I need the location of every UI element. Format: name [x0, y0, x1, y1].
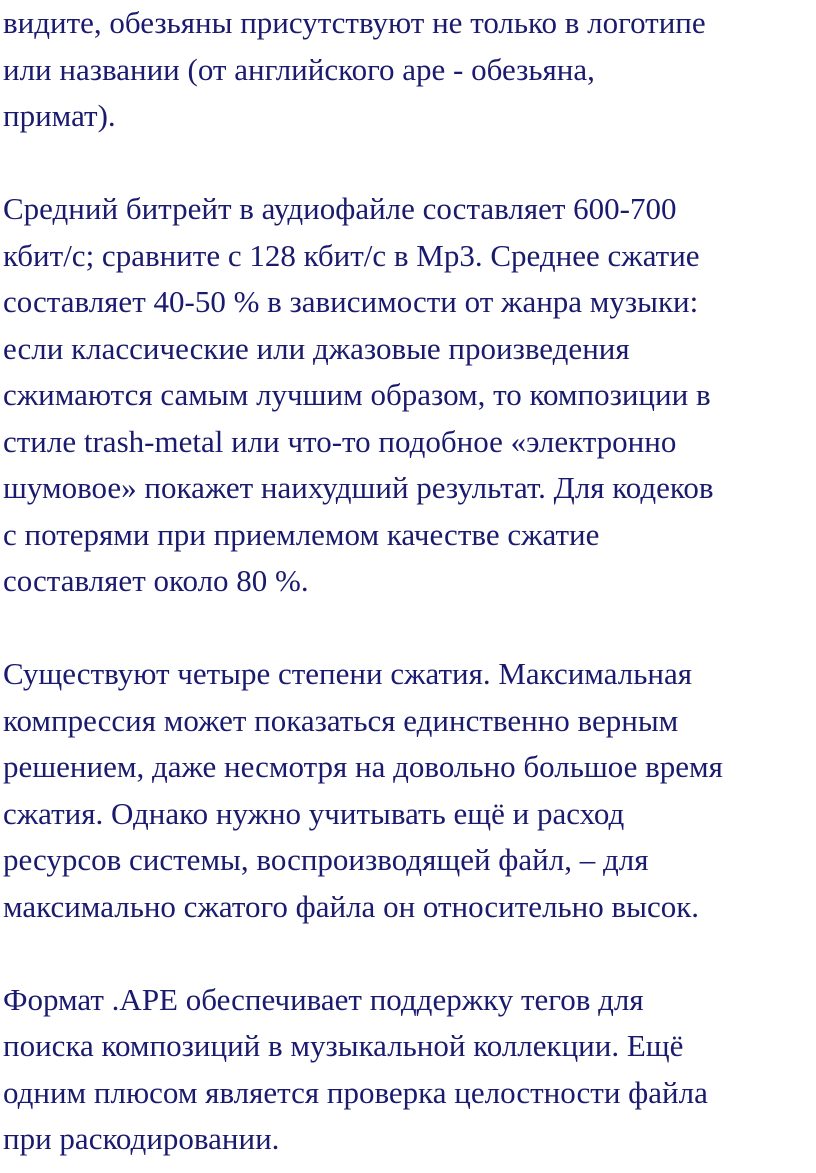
- text-line: если классические или джазовые произведения: [3, 330, 630, 366]
- text-line: Средний битрейт в аудиофайле составляет 600-700: [3, 191, 677, 226]
- text-line: максимально сжатого файла он относительно высок.: [3, 888, 700, 924]
- text-line: видите, обезьяны присутствуют не только в логотипе: [3, 5, 706, 40]
- text-line: составляет около 80 %.: [3, 563, 309, 598]
- paragraph-compression-levels: [3, 651, 816, 930]
- text-line: при раскодировании.: [3, 1121, 280, 1156]
- text-line: одним плюсом является проверка целостности файла: [3, 1074, 708, 1110]
- text-line: компрессия может показаться единственно верным: [3, 702, 679, 738]
- text-line: решением, даже несмотря на довольно большое время: [3, 749, 723, 784]
- paragraph-ape-tags: [3, 977, 816, 1163]
- text-line: стиле trash-metal или что-то подобное «электронно: [3, 423, 677, 459]
- paragraph-ape-name-origin: [3, 0, 816, 140]
- text-line: Формат .APE обеспечивает поддержку тегов для: [3, 981, 644, 1017]
- text-line: кбит/с; сравните с 128 кбит/с в Mp3. Среднее сжатие: [3, 237, 700, 273]
- text-line: поиска композиций в музыкальной коллекции. Ещё: [3, 1028, 684, 1063]
- text-line: составляет 40-50 % в зависимости от жанра музыки:: [3, 284, 699, 319]
- paragraph-bitrate-compression: [3, 186, 816, 605]
- text-line: с потерями при приемлемом качестве сжатие: [3, 516, 600, 552]
- text-line: ресурсов системы, воспроизводящей файл, – для: [3, 842, 649, 877]
- text-line: сжатия. Однако нужно учитывать ещё и расход: [3, 795, 625, 831]
- text-line: или названии (от английского ape - обезьяна,: [3, 51, 595, 87]
- text-line: сжимаются самым лучшим образом, то композиции в: [3, 377, 711, 412]
- text-line: примат).: [3, 98, 116, 133]
- text-line: Существуют четыре степени сжатия. Максимальная: [3, 656, 692, 691]
- text-line: шумовое» покажет наихудший результат. Для кодеков: [3, 470, 714, 505]
